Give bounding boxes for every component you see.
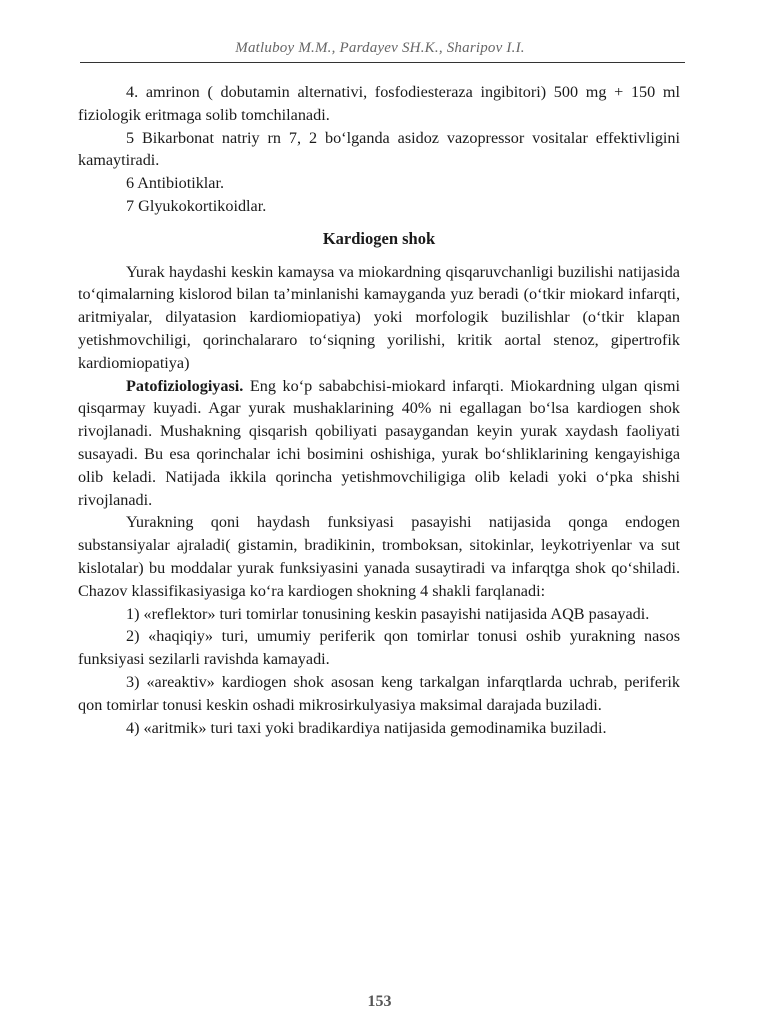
list-item: 5 Bikarbonat natriy rn 7, 2 bo‘lganda asidoz vazopressor vositalar effektivligini kamaytiradi. bbox=[78, 128, 680, 170]
section-title: Kardiogen shok bbox=[322, 228, 436, 248]
pathophysiology-label: Patofiziologiyasi. bbox=[126, 376, 244, 395]
intro-paragraph: Yurak haydashi keskin kamaysa va miokardning qisqaruvchanligi buzilishi natijasida to‘qimalarning kislorod bilan ta’minlanishi kamayganda yuz beradi (o‘tkir miokard infarqti, aritmiyalar, dilyatasion kardiomiopatiya) yoki morfologik buzilishlar (o‘tkir klapan yetishmovchiligi, qorinchalararo to‘siqning yorilishi, kritik aortal stenoz, gipertrofik kardiomiopatiya) bbox=[78, 262, 680, 372]
page-body bbox=[78, 81, 680, 739]
header-rule bbox=[80, 62, 685, 63]
running-header: Matluboy M.M., Pardayev SH.K., Sharipov I.I. bbox=[235, 40, 525, 56]
list-item: 4. amrinon ( dobutamin alternativi, fosfodiesteraza ingibitori) 500 mg + 150 ml fiziologik eritmaga solib tomchilanadi. bbox=[78, 83, 680, 124]
shock-form-item: 1) «reflektor» turi tomirlar tonusining keskin pasayishi natijasida AQB pasayadi. bbox=[126, 604, 650, 623]
list-item: 6 Antibiotiklar. bbox=[126, 174, 225, 193]
page-number: 153 bbox=[367, 993, 392, 1010]
pathophysiology-text: Eng ko‘p sababchisi-miokard infarqti. Miokardning ulgan qismi qisqarmay kuyadi. Agar yurak mushaklarining 40% ni egallagan bo‘lsa kardiogen shok rivojlanadi. Mushakning qisqarish qobiliyati pasaygandan keyin yurak xaydash faoliyati susayadi. Bu esa qorinchalar ichi bosimini oshishiga, yurak bo‘shliklarining kengayishiga olib keladi. Natijada ikkila qorincha yetishmovchiligiga olib keladi yoki o‘pka shishi rivojlanadi. bbox=[78, 376, 680, 509]
list-item: 7 Glyukokortikoidlar. bbox=[126, 196, 267, 215]
classification-paragraph: Yurakning qoni haydash funksiyasi pasayishi natijasida qonga endogen substansiyalar ajraladi( gistamin, bradikinin, tromboksan, sitokinlar, leykotriyenlar va sut kislotalar) bu moddalar yurak funksiyasini yanada susaytiradi va infarqtga shok qo‘shiladi. Chazov klassifikasiyasiga ko‘ra kardiogen shokning 4 shakli farqlanadi: bbox=[78, 513, 680, 600]
shock-form-item: 2) «haqiqiy» turi, umumiy periferik qon tomirlar tonusi oshib yurakning nasos funksiyasi sezilarli ravishda kamayadi. bbox=[78, 627, 680, 669]
shock-form-item: 4) «aritmik» turi taxi yoki bradikardiya natijasida gemodinamika buziladi. bbox=[126, 718, 607, 737]
pathophysiology-paragraph bbox=[78, 375, 680, 512]
shock-form-item: 3) «areaktiv» kardiogen shok asosan keng tarkalgan infarqtlarda uchrab, periferik qon tomirlar tonusi keskin oshadi mikrosirkulyasiya maksimal darajada buziladi. bbox=[78, 672, 680, 714]
